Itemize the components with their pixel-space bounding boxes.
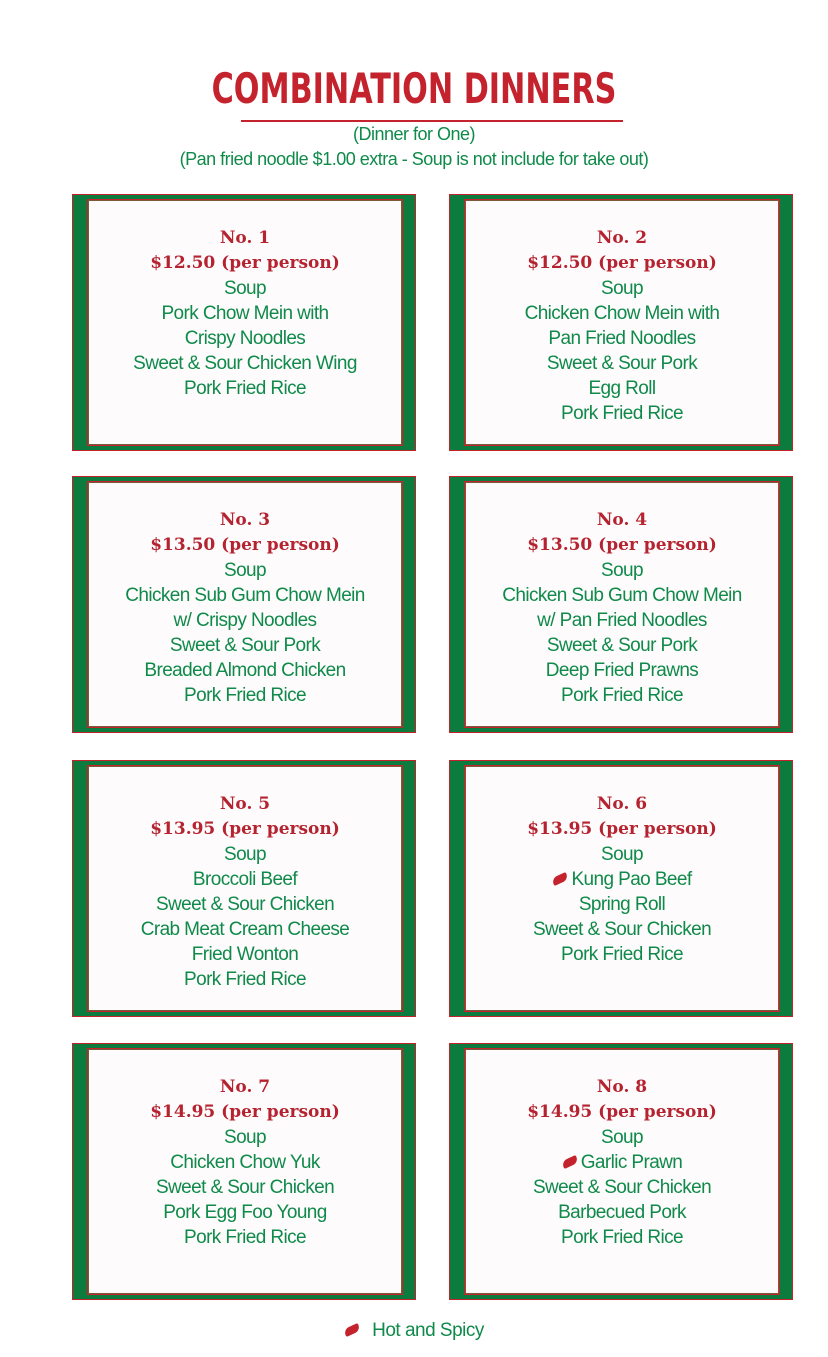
dinner-number: No. 5: [219, 794, 271, 814]
dinner-item: [88, 326, 402, 351]
dinner-item: [465, 1175, 779, 1200]
dinner-card: [72, 760, 416, 1017]
dinner-card-panel: [464, 1048, 780, 1295]
dinner-item-label: Pork Fried Rice: [561, 403, 683, 424]
dinner-item-label: Pork Egg Foo Young: [163, 1202, 327, 1223]
dinner-card: [449, 194, 793, 451]
dinner-item-label: Fried Wonton: [191, 944, 299, 965]
dinner-number: No. 3: [219, 510, 271, 530]
dinner-card-panel: [87, 481, 403, 728]
dinner-price: $12.50 (per person): [527, 253, 717, 273]
dinner-item: [88, 842, 402, 867]
dinner-item: [88, 867, 402, 892]
dinner-item-label: Spring Roll: [578, 894, 666, 915]
dinner-item: [465, 326, 779, 351]
dinner-card-panel: [464, 481, 780, 728]
dinner-item-label: Soup: [601, 278, 643, 299]
dinner-item: [465, 633, 779, 658]
dinner-item: [88, 558, 402, 583]
dinner-card: [72, 1043, 416, 1300]
chili-pepper-icon: [561, 1155, 579, 1169]
dinner-item-label: Soup: [224, 1127, 266, 1148]
dinner-item-label: Chicken Sub Gum Chow Mein: [125, 585, 365, 606]
dinner-item: [465, 301, 779, 326]
dinner-item: [465, 376, 779, 401]
dinner-item: [465, 942, 779, 967]
dinner-number: No. 8: [596, 1077, 648, 1097]
dinner-item: [465, 842, 779, 867]
dinner-item: [465, 276, 779, 301]
dinner-price: $13.50 (per person): [150, 535, 340, 555]
dinner-item-label: Soup: [224, 844, 266, 865]
dinner-item-label: Sweet & Sour Pork: [546, 353, 698, 374]
legend-label: Hot and Spicy: [372, 1320, 484, 1341]
dinner-item-label: Soup: [601, 1127, 643, 1148]
dinner-card-panel: [87, 199, 403, 446]
dinner-item: [465, 558, 779, 583]
chili-pepper-icon: [552, 872, 570, 886]
dinner-price: $13.95 (per person): [527, 819, 717, 839]
dinner-item-label: Pork Fried Rice: [184, 685, 306, 706]
dinner-number: No. 4: [596, 510, 648, 530]
dinner-item: [465, 683, 779, 708]
dinner-price: $14.95 (per person): [527, 1102, 717, 1122]
dinner-item: [88, 1150, 402, 1175]
dinner-item: [88, 583, 402, 608]
dinner-item: [465, 658, 779, 683]
dinner-item-label: Garlic Prawn: [580, 1152, 683, 1173]
dinner-item-label: Egg Roll: [588, 378, 656, 399]
dinner-item-label: Pork Fried Rice: [561, 944, 683, 965]
dinner-item-label: Pork Fried Rice: [184, 378, 306, 399]
dinner-number: No. 2: [596, 228, 648, 248]
dinner-price: $12.50 (per person): [150, 253, 340, 273]
dinner-item-label: Soup: [601, 560, 643, 581]
dinner-item: [88, 892, 402, 917]
dinner-item: [88, 1125, 402, 1150]
dinner-card: [449, 476, 793, 733]
menu-subtitle: (Dinner for One): [352, 124, 476, 144]
dinner-card-panel: [464, 199, 780, 446]
dinner-item: [88, 942, 402, 967]
dinner-item-label: Chicken Chow Mein with: [524, 303, 720, 324]
dinner-item-label: Sweet & Sour Chicken Wing: [133, 353, 357, 374]
dinner-item-label: Chicken Sub Gum Chow Mein: [502, 585, 742, 606]
dinner-item: [88, 351, 402, 376]
dinner-item: [465, 1150, 779, 1175]
dinner-card: [72, 476, 416, 733]
dinner-item-label: Soup: [224, 278, 266, 299]
dinner-item-label: Broccoli Beef: [192, 869, 298, 890]
dinner-item: [88, 1200, 402, 1225]
chili-pepper-icon: [343, 1323, 361, 1337]
dinner-item-label: Sweet & Sour Pork: [169, 635, 321, 656]
dinner-item-label: Deep Fried Prawns: [545, 660, 699, 681]
dinner-item: [88, 301, 402, 326]
dinner-item-label: Soup: [224, 560, 266, 581]
dinner-price: $13.50 (per person): [527, 535, 717, 555]
dinner-item: [465, 1125, 779, 1150]
dinner-item: [465, 1225, 779, 1250]
dinner-item: [88, 1175, 402, 1200]
dinner-item: [465, 917, 779, 942]
dinner-item-label: Sweet & Sour Pork: [546, 635, 698, 656]
dinner-item-label: Sweet & Sour Chicken: [155, 1177, 335, 1198]
dinner-item: [88, 683, 402, 708]
dinner-item: [88, 276, 402, 301]
dinner-item: [465, 583, 779, 608]
dinner-number: No. 6: [596, 794, 648, 814]
dinner-price: $14.95 (per person): [150, 1102, 340, 1122]
menu-title: COMBINATION DINNERS: [211, 64, 617, 113]
dinner-item-label: Sweet & Sour Chicken: [155, 894, 335, 915]
dinner-item-label: Crab Meat Cream Cheese: [140, 919, 350, 940]
dinner-item-label: Kung Pao Beef: [571, 869, 692, 890]
dinner-item-label: Pork Fried Rice: [561, 1227, 683, 1248]
dinner-item-label: w/ Crispy Noodles: [173, 610, 317, 631]
dinner-item: [88, 967, 402, 992]
dinner-card-panel: [464, 765, 780, 1012]
dinner-item: [88, 633, 402, 658]
dinner-card: [72, 194, 416, 451]
dinner-item-label: Pork Chow Mein with: [161, 303, 329, 324]
dinner-price: $13.95 (per person): [150, 819, 340, 839]
dinner-item-label: Chicken Chow Yuk: [170, 1152, 320, 1173]
dinner-item-label: Crispy Noodles: [184, 328, 306, 349]
dinner-item: [465, 867, 779, 892]
dinner-card-panel: [87, 765, 403, 1012]
dinner-item: [465, 892, 779, 917]
title-underline: [241, 120, 623, 122]
dinner-item: [465, 1200, 779, 1225]
dinner-item-label: Pork Fried Rice: [184, 969, 306, 990]
dinner-card-panel: [87, 1048, 403, 1295]
dinner-item: [88, 917, 402, 942]
dinner-item-label: Pork Fried Rice: [184, 1227, 306, 1248]
dinner-card: [449, 1043, 793, 1300]
dinner-item-label: Sweet & Sour Chicken: [532, 1177, 712, 1198]
dinner-item: [465, 401, 779, 426]
dinner-item: [88, 658, 402, 683]
dinner-item-label: Barbecued Pork: [558, 1202, 686, 1223]
dinner-item-label: w/ Pan Fried Noodles: [537, 610, 707, 631]
dinner-item: [465, 351, 779, 376]
dinner-item-label: Sweet & Sour Chicken: [532, 919, 712, 940]
dinner-item: [88, 1225, 402, 1250]
dinner-item-label: Pan Fried Noodles: [548, 328, 696, 349]
dinner-item-label: Soup: [601, 844, 643, 865]
menu-note: (Pan fried noodle $1.00 extra - Soup is not include for take out): [179, 149, 649, 169]
dinner-card: [449, 760, 793, 1017]
dinner-item-label: Pork Fried Rice: [561, 685, 683, 706]
dinner-number: No. 1: [219, 228, 271, 248]
dinner-number: No. 7: [219, 1077, 271, 1097]
legend: [0, 1320, 828, 1342]
dinner-item: [88, 376, 402, 401]
dinner-item: [465, 608, 779, 633]
dinner-item: [88, 608, 402, 633]
dinner-item-label: Breaded Almond Chicken: [144, 660, 346, 681]
